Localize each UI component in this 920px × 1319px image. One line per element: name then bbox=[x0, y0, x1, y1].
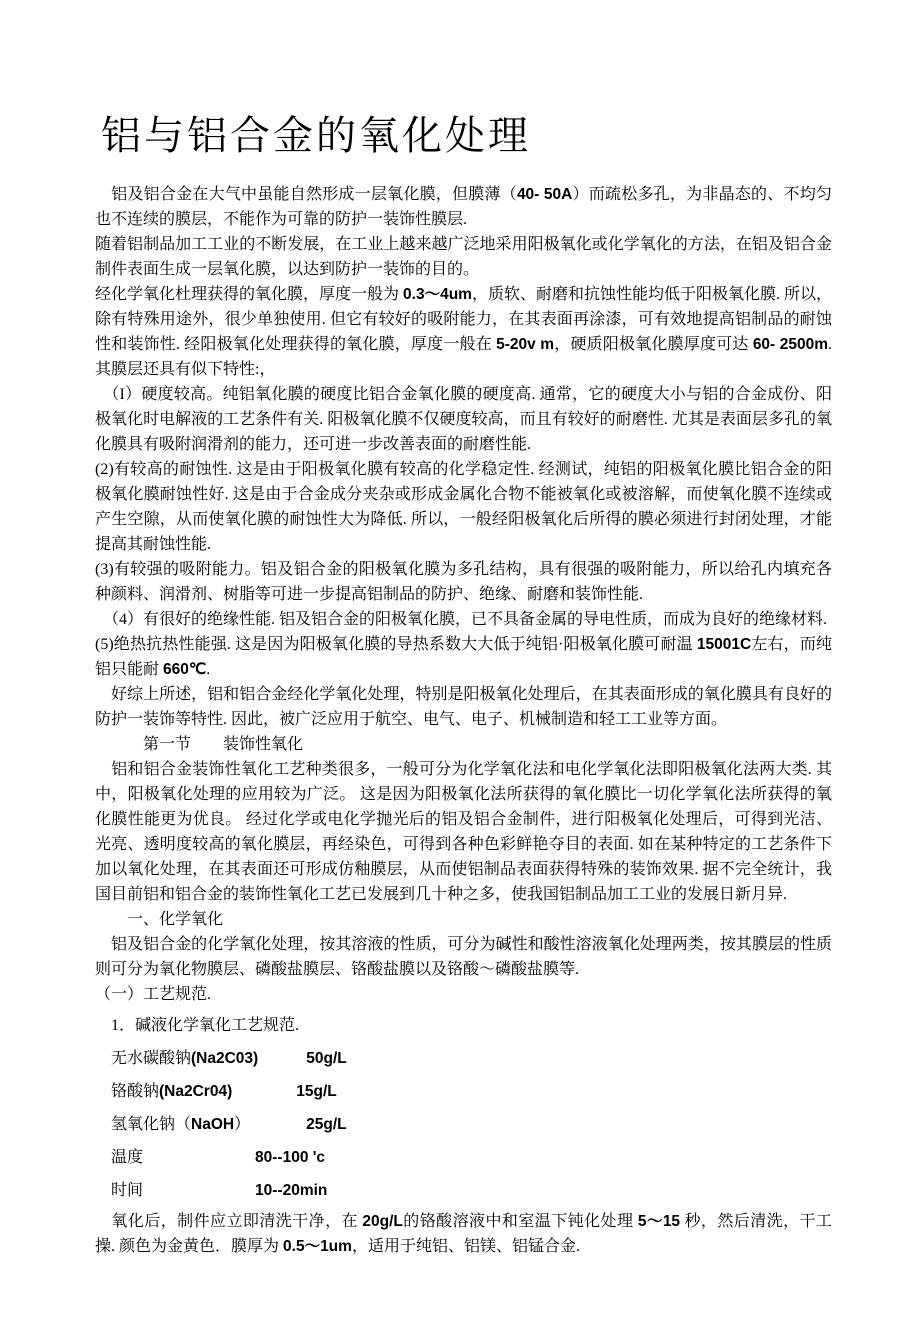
bold-text-run: 5～15 bbox=[637, 1213, 681, 1230]
paragraph bbox=[95, 682, 832, 732]
document-title: 铝与铝合金的氧化处理 bbox=[101, 113, 531, 158]
text-run: （I）硬度较高。纯铝氧化膜的硬度比铝合金氧化膜的硬度高. 通常，它的硬度大小与铝的合金成份、阳极氧化时电解液的工艺条件有关. 阳极氧化膜不仅硬度较高，而且有较好的耐磨性. 尤其是表面层多孔的氧化膜具有吸附润滑剂的能力，还可进一步改善表面的耐磨性能. bbox=[95, 386, 832, 453]
text-run: 铝及铝合金在大气中虽能自然形成一层氧化膜，但膜薄（ bbox=[95, 186, 517, 203]
text-run: 的铬酸溶液中和室温下钝化处理 bbox=[402, 1213, 638, 1230]
text-run: . 其膜层还具有似下特性:， bbox=[95, 336, 836, 378]
bold-text-run: 50g/L bbox=[306, 1050, 347, 1067]
text-run: (2)有较高的耐蚀性. 这是由于阳极氧化膜有较高的化学稳定性. 经测试，纯铝的阳极氧化膜比铝合金的阳极氧化膜耐蚀性好. 这是由于合金成分夹杂或形成金属化合物不能被氧化或被溶解，而使氧化膜不连续或产生空隙，从而使氧化膜的耐蚀性大为降低. 所以，一般经阳极氧化后所得的膜必须进行封闭处理，才能提高其耐蚀性能. bbox=[95, 461, 832, 553]
text-run: 经化学氧化杜理获得的氧化膜，厚度一般为 bbox=[95, 286, 404, 303]
paragraph bbox=[95, 1143, 832, 1172]
text-run: ） bbox=[234, 1116, 307, 1133]
bold-text-run: 10--20min bbox=[255, 1182, 328, 1199]
text-run: 好综上所述，铝和铝合金经化学氧化处理，特别是阳极氧化处理后，在其表面形成的氧化膜具有良好的防护一装饰等特性. 因此，被广泛应用于航空、电气、电子、机械制造和轻工工业等方面。 bbox=[95, 686, 832, 728]
paragraph bbox=[95, 607, 832, 632]
text-run: 1．碱液化学氧化工艺规范. bbox=[95, 1017, 300, 1034]
text-run: 氢氧化钠（ bbox=[95, 1116, 192, 1133]
text-run: . bbox=[206, 661, 211, 678]
paragraph bbox=[95, 757, 832, 907]
paragraph bbox=[95, 732, 832, 757]
text-run: 铝及铝合金的化学氧化处理，按其溶液的性质，可分为碱性和酸性溶液氧化处理两类，按其膜层的性质则可分为氧化物膜层、磷酸盐膜层、铬酸盐膜以及铬酸～磷酸盐膜等. bbox=[95, 936, 832, 978]
bold-text-run: 40- 50A bbox=[516, 186, 573, 203]
bold-text-run: 80--100 'c bbox=[255, 1149, 326, 1166]
text-run: 第一节 装饰性氧化 bbox=[95, 736, 304, 753]
paragraph bbox=[95, 632, 832, 682]
paragraph bbox=[95, 1176, 832, 1205]
paragraph bbox=[95, 232, 832, 282]
paragraph bbox=[95, 932, 832, 982]
text-run: ，适用于纯铝、铝镁、铝锰合金. bbox=[351, 1238, 580, 1255]
paragraph bbox=[95, 1044, 832, 1073]
paragraph bbox=[95, 982, 832, 1007]
paragraph bbox=[95, 1011, 832, 1040]
paragraph bbox=[95, 907, 832, 932]
bold-text-run: 15001C bbox=[696, 636, 752, 653]
bold-text-run: 0.5～1um bbox=[283, 1238, 352, 1255]
bold-text-run: 15g/L bbox=[296, 1083, 337, 1100]
paragraph bbox=[95, 557, 832, 607]
bold-text-run: (Na2Cr04) bbox=[159, 1083, 233, 1100]
text-run: 温度 bbox=[95, 1149, 256, 1166]
text-run: 一、化学氧化 bbox=[95, 911, 224, 928]
text-run: 铬酸钠 bbox=[95, 1083, 160, 1100]
paragraph bbox=[95, 1209, 832, 1259]
document-body bbox=[95, 182, 836, 1259]
paragraph bbox=[95, 1077, 832, 1106]
text-run: ，硬质阳极氧化膜厚度可达 bbox=[554, 336, 753, 353]
bold-text-run: NaOH bbox=[191, 1116, 235, 1133]
text-run: ，质软、耐磨和抗蚀性能均低于阳极氧化膜. 所以，除有特殊用途外，很少单独使用. 但它有较好的吸附能力，在其表面再涂漆，可有效地提高铝制品的耐蚀性和装饰性. 经阳极氧化处理获得的氧化膜，厚度一般在 bbox=[95, 286, 832, 353]
bold-text-run: (Na2C03) bbox=[191, 1050, 259, 1067]
bold-text-run: 660℃ bbox=[163, 661, 207, 678]
paragraph bbox=[95, 282, 836, 382]
paragraph bbox=[95, 1110, 832, 1139]
bold-text-run: 0.3～4um bbox=[403, 286, 472, 303]
text-run: (5)绝热抗热性能强. 这是因为阳极氧化膜的导热系数大大低于纯铝·阳极氧化膜可耐温 bbox=[95, 636, 697, 653]
text-run bbox=[258, 1050, 306, 1067]
text-run: 秒，然后清洗，干工操. 颜色为金黄色．膜厚为 bbox=[95, 1213, 832, 1255]
bold-text-run: 60- 2500m bbox=[752, 336, 828, 353]
paragraph bbox=[95, 382, 832, 457]
paragraph bbox=[95, 457, 832, 557]
text-run: （一）工艺规范. bbox=[95, 986, 212, 1003]
text-run: 左右，而纯铝只能耐 bbox=[95, 636, 832, 678]
text-run: 无水碳酸钠 bbox=[95, 1050, 192, 1067]
text-run: 氧化后，制件应立即清洗干净，在 bbox=[95, 1213, 363, 1230]
text-run: (3)有较强的吸附能力。铝及铝合金的阳极氧化膜为多孔结构，具有很强的吸附能力，所以给孔内填充各种颜料、润滑剂、树脂等可进一步提高铝制品的防护、绝缘、耐磨和装饰性能. bbox=[95, 561, 832, 603]
bold-text-run: 5-20v m bbox=[496, 336, 555, 353]
text-run: （4）有很好的绝缘性能. 铝及铝合金的阳极氧化膜，已不具备金属的导电性质，而成为良好的绝缘材料. bbox=[95, 611, 828, 628]
bold-text-run: 25g/L bbox=[306, 1116, 347, 1133]
text-run: 铝和铝合金装饰性氧化工艺种类很多，一般可分为化学氧化法和电化学氧化法即阳极氧化法两大类. 其中，阳极氧化处理的应用较为广泛。 这是因为阳极氧化法所获得的氧化膜比一切化学氧化法所获得的氧化膜性能更为优良。 经过化学或电化学抛光后的铝及铝合金制件，进行阳极氧化处理后，可得到光洁、光亮、透明度较高的氧化膜层，再经染色，可得到各种色彩鲜艳夺目的表面. 如在某种特定的工艺条件下加以氧化处理，在其表面还可形成仿釉膜层，从而使铝制品表面获得特殊的装饰效果. 据不完全统计，我国目前铝和铝合金的装饰性氧化工艺已发展到几十种之多，使我国铝制品加工工业的发展日新月异. bbox=[95, 761, 832, 903]
bold-text-run: 20g/L bbox=[362, 1213, 403, 1230]
paragraph bbox=[95, 182, 832, 232]
text-run: 随着铝制品加工工业的不断发展，在工业上越来越广泛地采用阳极氧化或化学氧化的方法，在铝及铝合金制件表面生成一层氧化膜，以达到防护一装饰的目的。 bbox=[95, 236, 832, 278]
text-run: 时间 bbox=[95, 1182, 256, 1199]
text-run bbox=[232, 1083, 296, 1100]
text-run: ）而疏松多孔，为非晶态的、不均匀也不连续的膜层，不能作为可靠的防护一装饰性膜层. bbox=[95, 186, 832, 228]
